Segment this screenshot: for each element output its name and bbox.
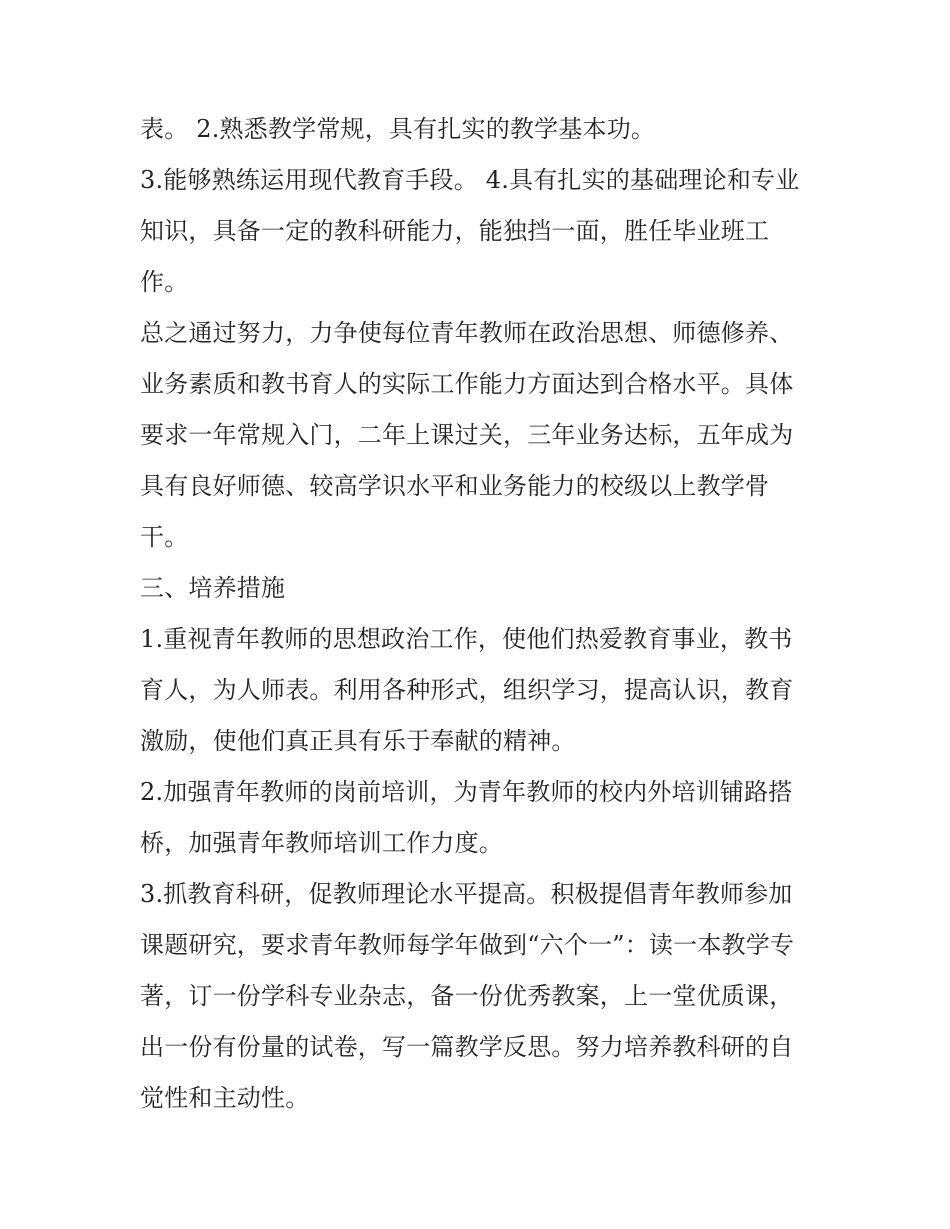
text-line: 课题研究，要求青年教师每学年做到“六个一”：读一本教学专	[140, 931, 795, 959]
text-line: 3.能够熟练运用现代教育手段。 4.具有扎实的基础理论和专业	[140, 166, 800, 194]
text-line: 出一份有份量的试卷，写一篇教学反思。努力培养教科研的自	[140, 1033, 794, 1061]
text-line: 要求一年常规入门，二年上课过关，三年业务达标，五年成为	[140, 421, 794, 449]
text-line: 干。	[140, 523, 189, 551]
document-body	[140, 104, 820, 1124]
section-heading: 三、培养措施	[140, 574, 286, 602]
text-line: 1.重视青年教师的思想政治工作，使他们热爱教育事业，教书	[140, 625, 793, 653]
text-line: 桥，加强青年教师培训工作力度。	[140, 829, 503, 857]
text-line: 业务素质和教书育人的实际工作能力方面达到合格水平。具体	[140, 370, 794, 398]
text-line: 2.加强青年教师的岗前培训，为青年教师的校内外培训铺路搭	[140, 778, 793, 806]
text-line: 激励，使他们真正具有乐于奉献的精神。	[140, 727, 576, 755]
text-line: 著，订一份学科专业杂志，备一份优秀教案，上一堂优质课，	[140, 982, 794, 1010]
text-line: 总之通过努力，力争使每位青年教师在政治思想、师德修养、	[140, 319, 794, 347]
text-line: 作。	[140, 268, 189, 296]
text-line: 育人，为人师表。利用各种形式，组织学习，提高认识，教育	[140, 676, 794, 704]
text-line: 3.抓教育科研，促教师理论水平提高。积极提倡青年教师参加	[140, 880, 793, 908]
text-line: 表。 2.熟悉教学常规，具有扎实的教学基本功。	[140, 115, 656, 143]
text-line: 具有良好师德、较高学识水平和业务能力的校级以上教学骨	[140, 472, 770, 500]
text-line: 知识，具备一定的教科研能力，能独挡一面，胜任毕业班工	[140, 217, 770, 245]
text-line: 觉性和主动性。	[140, 1084, 310, 1112]
